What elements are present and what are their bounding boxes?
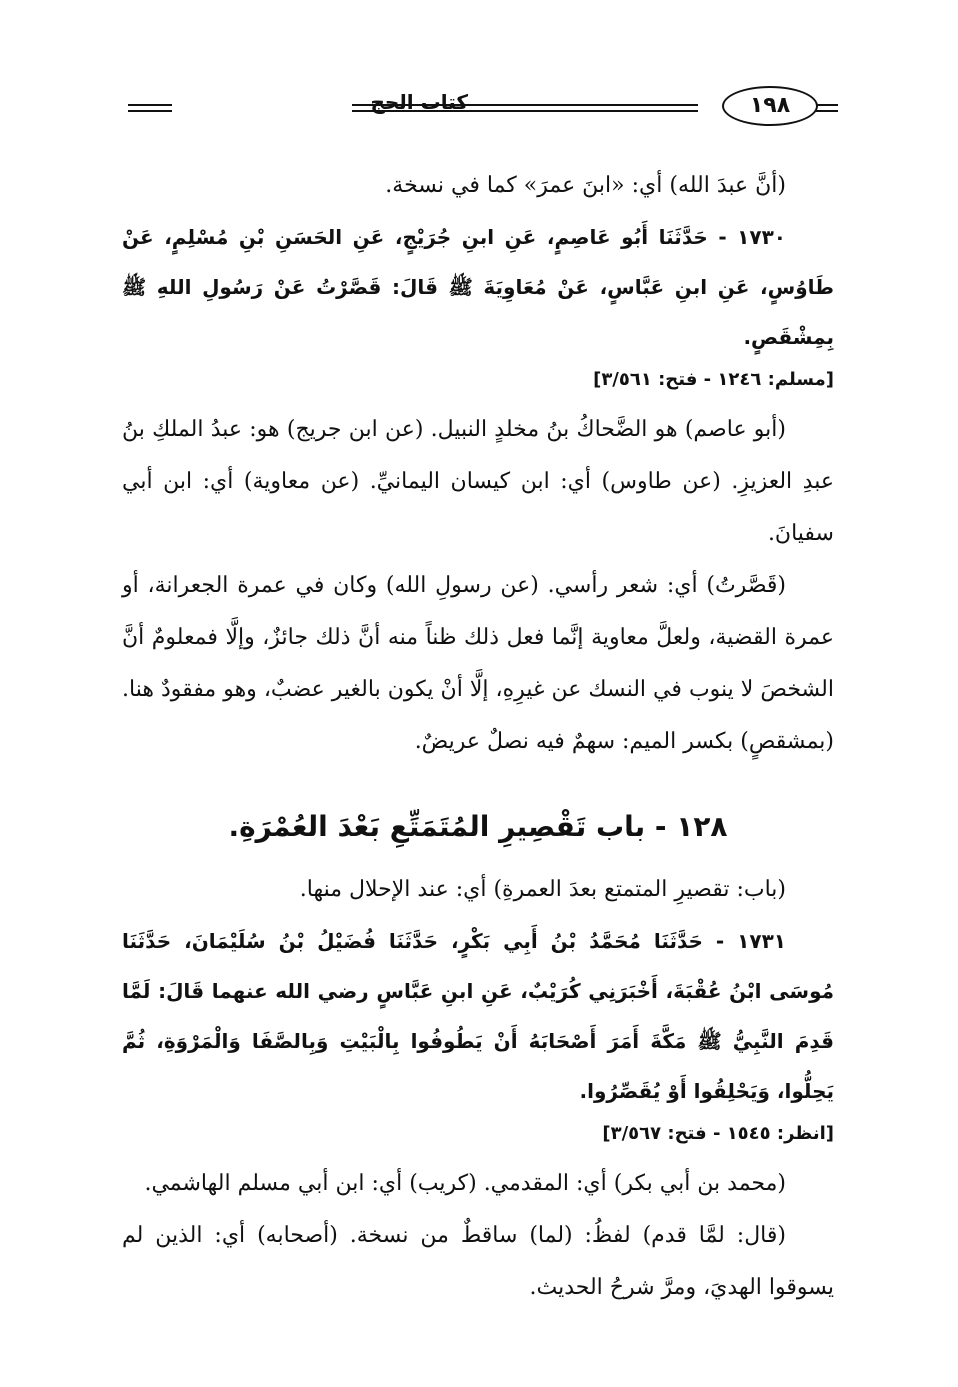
hadith-reference: [انظر: ١٥٤٥ - فتح: ٣/٥٦٧] xyxy=(602,1123,834,1144)
chapter-heading: ١٢٨ - باب تَقْصِيرِ المُتَمَتِّعِ بَعْدَ العُمْرَةِ. xyxy=(228,810,728,843)
commentary-paragraph: (أبو عاصم) هو الضَّحاكُ بنُ مخلدٍ النبيل. (عن ابن جريج) هو: عبدُ الملكِ بنُ عبدِ العزيزِ. (عن طاوس) أي: ابن كيسان اليمانيِّ. (عن معاوية) أي: ابن أبي سفيانَ. xyxy=(122,417,834,546)
header-rule-left xyxy=(128,104,172,106)
commentary-paragraph: (قَصَّرتُ) أي: شعر رأسي. (عن رسولِ الله) وكان في عمرة الجعرانة، أو عمرة القضية، ولعلَّ معاوية إنَّما فعل ذلك ظناً منه أنَّ ذلك جائزٌ، وإلَّا فمعلومٌ أنَّ الشخصَ لا ينوب في النسك عن غيرِهِ، إلَّا أنْ يكون بالغير عضبٌ، وهو مفقودٌ هنا. (بمشقصٍ) بكسر الميم: سهمٌ فيه نصلٌ عريضٌ. xyxy=(122,573,834,754)
commentary-paragraph: (قال: لمَّا قدم) لفظُ: (لما) ساقطٌ من نسخة. (أصحابه) أي: الذين لم يسوقوا الهديَ، ومرَّ شرحُ الحديث. xyxy=(122,1223,834,1300)
running-title: كتاب الحج xyxy=(370,90,468,114)
hadith-text: ١٧٣١ - حَدَّثَنَا مُحَمَّدُ بْنُ أَبِي بَكْرٍ، حَدَّثَنَا فُضَيْلُ بْنُ سُلَيْمَانَ، حَدَّثَنَا مُوسَى ابْنُ عُقْبَةَ، أَخْبَرَنِي كُرَيْبٌ، عَنِ ابنِ عَبَّاسٍ رضي الله عنهما قَالَ: لَمَّا قَدِمَ النَّبِيُّ ﷺ مَكَّةَ أَمَرَ أَصْحَابَهُ أَنْ يَطُوفُوا بِالْبَيْتِ وَبِالصَّفَا وَالْمَرْوَةِ، ثُمَّ يَحِلُّوا، وَيَحْلِقُوا أَوْ يُقَصِّرُوا. xyxy=(122,929,834,1103)
commentary-paragraph: (أنَّ عبدَ الله) أي: «ابنَ عمرَ» كما في نسخة. xyxy=(385,173,786,198)
commentary-paragraph: (باب: تقصيرِ المتمتع بعدَ العمرةِ) أي: عند الإحلال منها. xyxy=(299,877,786,902)
hadith-reference: [مسلم: ١٢٤٦ - فتح: ٣/٥٦١] xyxy=(593,369,834,390)
page-number: ١٩٨ xyxy=(722,86,818,126)
page-content xyxy=(122,160,834,1314)
header-rule-right xyxy=(816,104,838,106)
header-rule-middle xyxy=(352,104,698,106)
page-header xyxy=(128,84,838,130)
commentary-paragraph: (محمد بن أبي بكر) أي: المقدمي. (كريب) أي: ابن أبي مسلم الهاشمي. xyxy=(144,1171,786,1196)
hadith-text: ١٧٣٠ - حَدَّثَنَا أَبُو عَاصِمٍ، عَنِ ابنِ جُرَيْجٍ، عَنِ الحَسَنِ بْنِ مُسْلِمٍ، عَنْ طَاوُسٍ، عَنِ ابنِ عَبَّاسٍ، عَنْ مُعَاوِيَةَ ﷺ قَالَ: قَصَّرْتُ عَنْ رَسُولِ اللهِ ﷺ بِمِشْقَصٍ. xyxy=(122,225,834,349)
